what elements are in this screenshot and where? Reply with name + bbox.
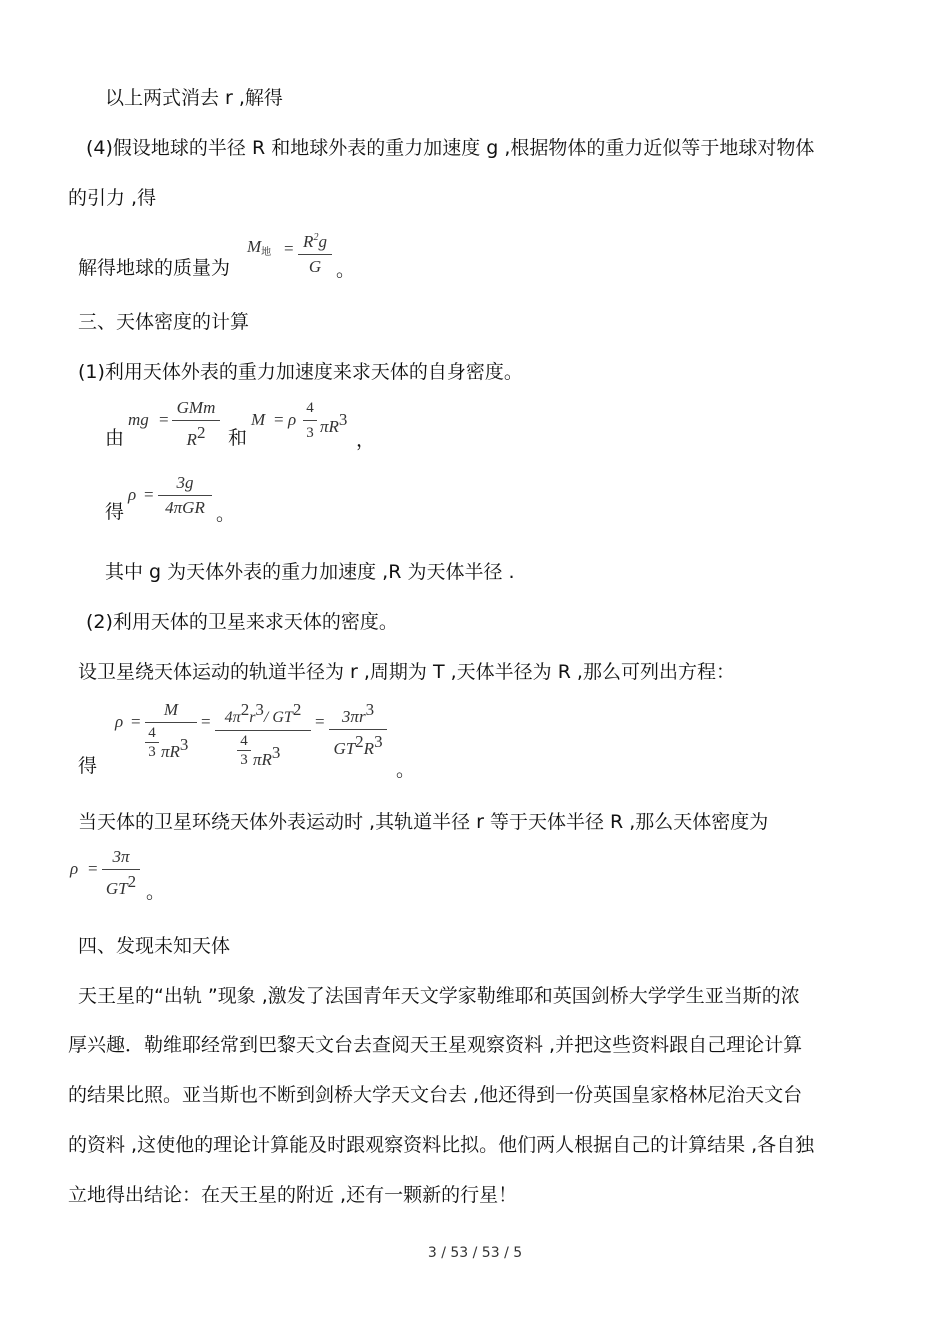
para-line-1: 天王星的“出轨 ”现象 ,激发了法国青年天文学家勒维耶和英国剑桥大学学生亚当斯的浓	[78, 985, 800, 1007]
text-period-4: 。	[146, 881, 166, 903]
formula-m-over-volume: M 4 3 $\pi R^3$	[145, 699, 197, 768]
text-line-assume-earth: (4)假设地球的半径 R 和地球外表的重力加速度 g ,根据物体的重力近似等于地球对物体	[86, 137, 815, 159]
text-line-gravity: 的引力 ,得	[68, 187, 157, 209]
text-setup: 设卫星绕天体运动的轨道半径为 r ,周期为 T ,天体半径为 R ,那么可列出方程：	[78, 661, 735, 683]
formula-mass-lhs: $M_地$	[247, 237, 272, 258]
formula-eq-3: =	[274, 410, 284, 429]
para-line-3: 的结果比照。亚当斯也不断到剑桥大学天文台去 ,他还得到一份英国皇家格林尼治天文台	[68, 1084, 803, 1106]
para-line-2: 厚兴趣．勒维耶经常到巴黎天文台去查阅天王星观察资料 ,并把这些资料跟自己理论计算	[68, 1034, 803, 1056]
formula-kepler-fraction: $4\pi^2r^3/$ $GT^2$ 4 3 $\pi R^3$	[215, 699, 311, 776]
formula-eq-5: =	[131, 712, 141, 731]
formula-mass-fraction: $R^2g$ G	[298, 227, 332, 278]
text-he: 和	[228, 427, 248, 449]
text-method-1: (1)利用天体外表的重力加速度来求天体的自身密度。	[78, 361, 523, 383]
section-heading-density: 三、天体密度的计算	[78, 311, 250, 333]
text-where-g: 其中 g 为天体外表的重力加速度 ,R 为天体半径 .	[105, 561, 515, 583]
text-earth-mass-label: 解得地球的质量为	[78, 257, 231, 279]
formula-rho-4: ρ	[70, 859, 79, 878]
formula-mg: mg	[128, 410, 149, 429]
formula-eq-7: =	[315, 712, 325, 731]
formula-eq-4: =	[144, 485, 154, 504]
text-de-1: 得	[105, 501, 125, 523]
formula-3pi-fraction: 3π $GT^2$	[102, 846, 140, 900]
text-line-eliminate-r: 以上两式消去 r ,解得	[105, 87, 283, 109]
formula-rho-3: ρ	[115, 712, 124, 731]
formula-gmm-fraction: GMm $R^2$	[172, 397, 220, 451]
formula-eq-6: =	[201, 712, 211, 731]
para-line-4: 的资料 ,这使他的理论计算能及时跟观察资料比拟。他们两人根据自己的计算结果 ,各自独	[68, 1134, 815, 1156]
page-number: 3 / 53 / 53 / 5	[427, 1245, 523, 1261]
formula-rho: ρ	[288, 410, 297, 429]
para-line-5: 立地得出结论：在天王星的附近 ,还有一颗新的行星！	[68, 1184, 518, 1206]
text-comma: ，	[356, 429, 376, 451]
text-method-2: (2)利用天体的卫星来求天体的密度。	[86, 611, 398, 633]
text-period-3: 。	[396, 759, 416, 781]
text-period-2: 。	[216, 503, 236, 525]
formula-eq-2: =	[159, 410, 169, 429]
formula-3pir3-fraction: $3\pi r^3$ $GT^2R^3$	[329, 699, 387, 760]
formula-pi-r3: $\pi R^3$	[320, 410, 348, 436]
text-surface-orbit: 当天体的卫星环绕天体外表运动时 ,其轨道半径 r 等于天体半径 R ,那么天体密度为	[78, 811, 769, 833]
formula-rho-2: ρ	[128, 485, 137, 504]
formula-M: M	[251, 410, 266, 429]
text-de-2: 得	[78, 755, 98, 777]
section-heading-discovery: 四、发现未知天体	[78, 935, 231, 957]
text-period: 。	[336, 259, 356, 281]
formula-four-thirds: 4 3	[303, 397, 317, 444]
text-you: 由	[105, 427, 125, 449]
formula-eq: =	[284, 239, 294, 258]
formula-eq-8: =	[88, 859, 98, 878]
formula-3g-fraction: 3g 4πGR	[158, 472, 212, 519]
